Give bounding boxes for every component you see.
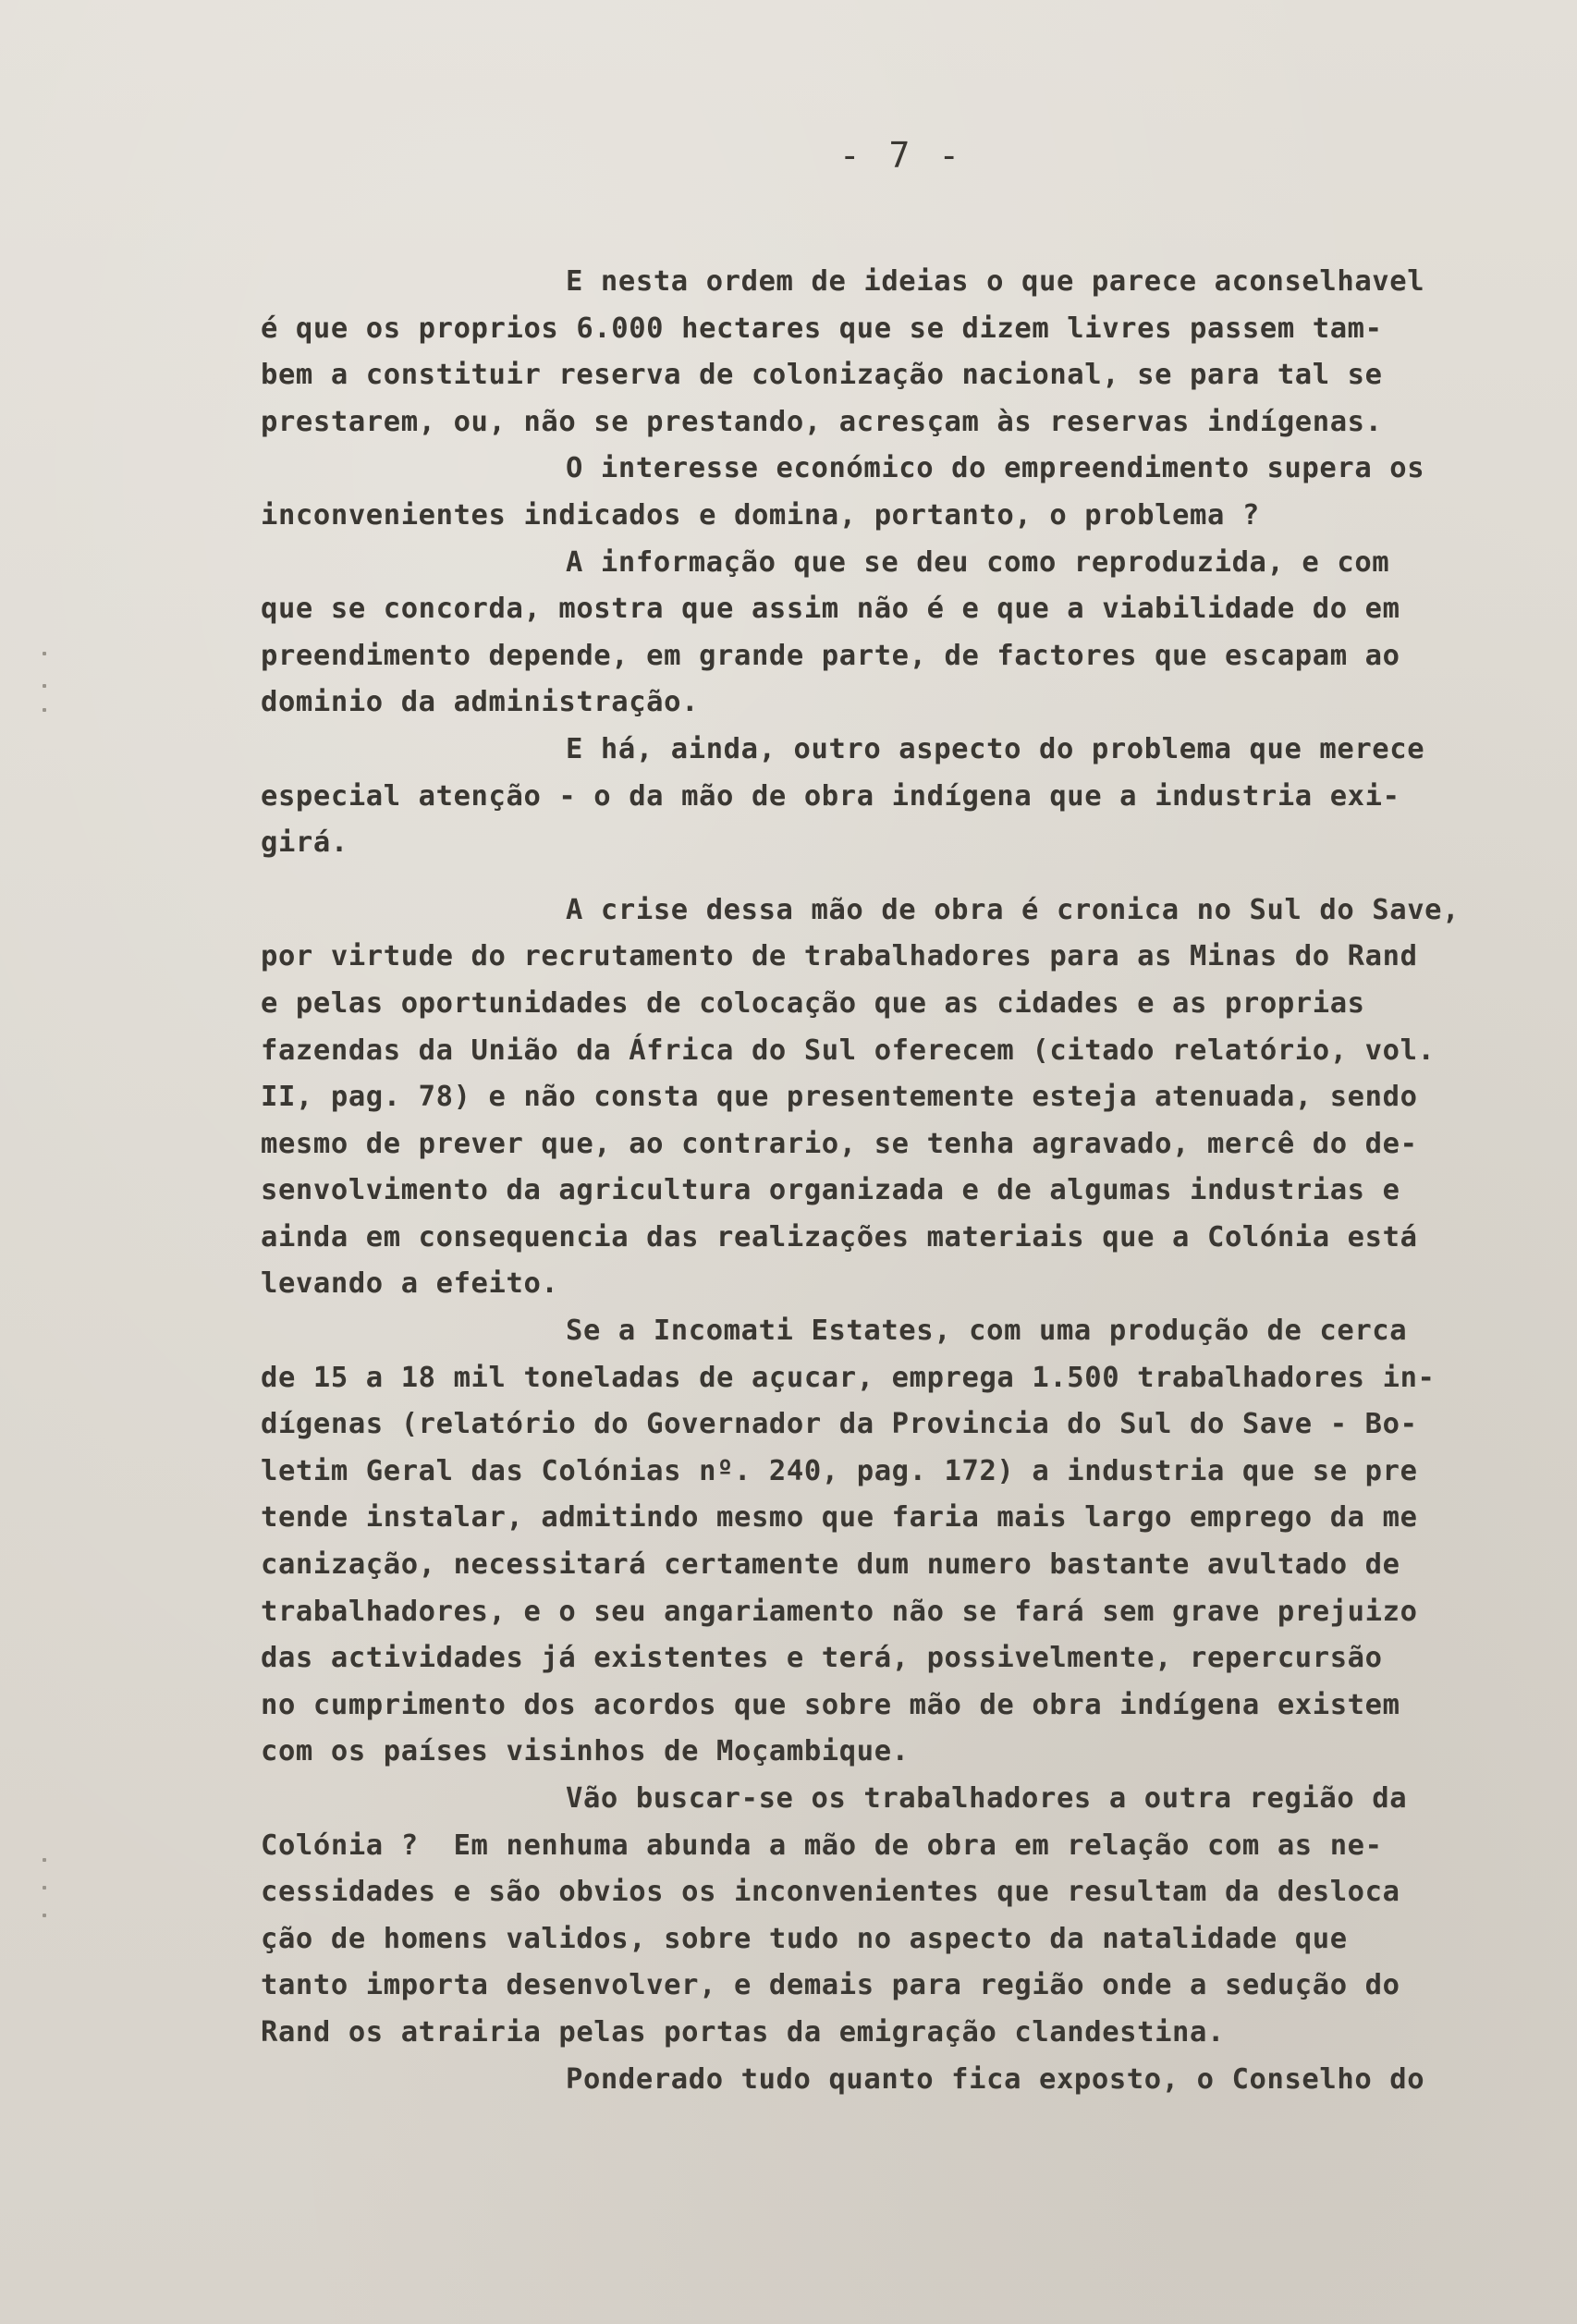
- text-line: Se a Incomati Estates, com uma produção de cerca: [566, 1315, 1408, 1348]
- text-line: especial atenção - o da mão de obra indígena que a industria exi-: [261, 779, 1400, 813]
- text-line: trabalhadores, e o seu angariamento não se fará sem grave prejuizo: [261, 1595, 1418, 1628]
- page-number: - 7 -: [838, 135, 964, 176]
- text-line: Rand os atrairia pelas portas da emigração clandestina.: [261, 2015, 1225, 2049]
- punch-mark: [43, 1914, 46, 1917]
- text-line: fazendas da União da África do Sul oferecem (citado relatório, vol.: [261, 1034, 1436, 1067]
- text-line: A informação que se deu como reproduzida, e com: [566, 545, 1390, 579]
- text-line: dominio da administração.: [261, 686, 700, 719]
- text-line: II, pag. 78) e não consta que presentemente esteja atenuada, sendo: [261, 1081, 1418, 1114]
- text-line: senvolvimento da agricultura organizada e de algumas industrias e: [261, 1174, 1400, 1207]
- text-line: tanto importa desenvolver, e demais para região onde a sedução do: [261, 1969, 1400, 2002]
- text-line: E nesta ordem de ideias o que parece aconselhavel: [566, 265, 1425, 298]
- text-line: bem a constituir reserva de colonização nacional, se para tal se: [261, 359, 1383, 392]
- text-line: O interesse económico do empreendimento supera os: [566, 452, 1425, 485]
- text-line: de 15 a 18 mil toneladas de açucar, emprega 1.500 trabalhadores in-: [261, 1361, 1436, 1394]
- text-line: é que os proprios 6.000 hectares que se dizem livres passem tam-: [261, 312, 1383, 345]
- text-line: preendimento depende, em grande parte, de factores que escapam ao: [261, 639, 1400, 672]
- text-line: por virtude do recrutamento de trabalhadores para as Minas do Rand: [261, 940, 1418, 973]
- text-line: no cumprimento dos acordos que sobre mão de obra indígena existem: [261, 1688, 1400, 1721]
- text-line: girá.: [261, 826, 348, 860]
- punch-mark: [43, 708, 46, 712]
- text-line: levando a efeito.: [261, 1267, 559, 1301]
- text-line: prestarem, ou, não se prestando, acresçam às reservas indígenas.: [261, 405, 1383, 438]
- text-line: Colónia ? Em nenhuma abunda a mão de obra em relação com as ne-: [261, 1829, 1383, 1862]
- text-line: ção de homens validos, sobre tudo no aspecto da natalidade que: [261, 1922, 1348, 1955]
- text-line: mesmo de prever que, ao contrario, se tenha agravado, mercê do de-: [261, 1127, 1418, 1160]
- text-line: letim Geral das Colónias nº. 240, pag. 172) a industria que se pre: [261, 1454, 1418, 1487]
- punch-mark: [43, 1886, 46, 1890]
- punch-mark: [43, 1858, 46, 1862]
- text-line: que se concorda, mostra que assim não é e que a viabilidade do em: [261, 593, 1400, 626]
- text-line: dígenas (relatório do Governador da Provincia do Sul do Save - Bo-: [261, 1408, 1418, 1441]
- text-line: canização, necessitará certamente dum numero bastante avultado de: [261, 1548, 1400, 1582]
- text-line: A crise dessa mão de obra é cronica no Sul do Save,: [566, 893, 1461, 926]
- text-line: cessidades e são obvios os inconvenientes que resultam da desloca: [261, 1876, 1400, 1909]
- paragraph-gap: [261, 867, 1555, 887]
- text-line: E há, ainda, outro aspecto do problema que merece: [566, 732, 1425, 765]
- text-line: ainda em consequencia das realizações materiais que a Colónia está: [261, 1220, 1418, 1254]
- text-line: Vão buscar-se os trabalhadores a outra região da: [566, 1782, 1408, 1815]
- text-line: Ponderado tudo quanto fica exposto, o Conselho do: [566, 2062, 1425, 2096]
- body-text: [261, 259, 1555, 2103]
- text-line: das actividades já existentes e terá, possivelmente, repercursão: [261, 1642, 1383, 1675]
- text-line: e pelas oportunidades de colocação que as cidades e as proprias: [261, 986, 1365, 1020]
- text-line: tende instalar, admitindo mesmo que faria mais largo emprego da me: [261, 1501, 1418, 1535]
- text-line: com os países visinhos de Moçambique.: [261, 1735, 910, 1768]
- punch-mark: [43, 652, 46, 655]
- text-line: inconvenientes indicados e domina, portanto, o problema ?: [261, 498, 1260, 532]
- punch-mark: [43, 684, 46, 688]
